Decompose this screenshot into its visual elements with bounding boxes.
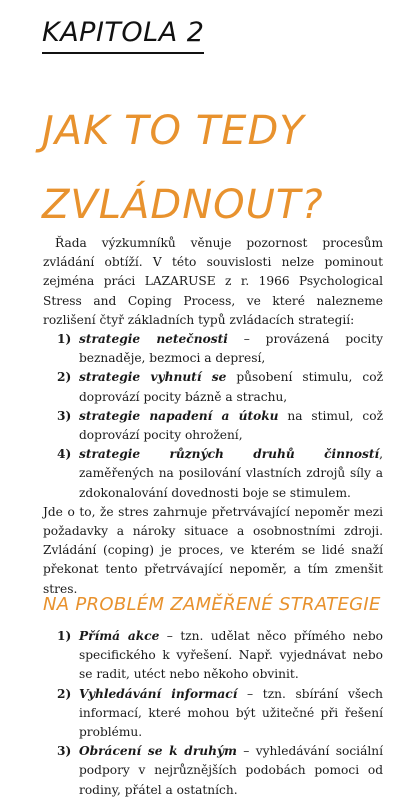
- list-item: 3) Obrácení se k druhým – vyhledávání sociální podpory v nejrůznějších podobách pomoci od rodiny, přátel a ostatních.: [57, 744, 383, 797]
- list-item: 1) strategie netečnosti – provázená pocity beznaděje, bezmoci a depresí,: [57, 332, 384, 366]
- list-item: 4) strategie různých druhů činností, zaměřených na posilování vlastních zdrojů síly a zdokonalování dovednosti boje se stimulem.: [57, 447, 383, 500]
- list-item: 2) strategie vyhnutí se působení stimulu, což doprovází pocity bázně a strachu,: [57, 370, 383, 404]
- list-item: 2) Vyhledávání informací – tzn. sbírání všech informací, které mohou být užitečné při řešení problému.: [57, 686, 384, 740]
- chapter-label: KAPITOLA 2: [42, 16, 204, 54]
- coping-strategies-list: [43, 330, 383, 503]
- list-item: 3) strategie napadení a útoku na stimul, což doprovází pocity ohrožení,: [57, 408, 383, 443]
- conclusion-paragraph: Jde o to, že stres zahrnuje přetrvávající nepoměr mezi požadavky a nároky situace a osobnostními zdroji. Zvládání (coping) je proces, ve kterém se lidé snaží překonat tento přetrvávající nepoměr, a tím zmenšit stres.: [43, 504, 383, 596]
- list-item: 1) Přímá akce – tzn. udělat něco přímého nebo specifického k vyřešení. Např. vyjednávat nebo se radit, utéct nebo někoho obvinit.: [57, 629, 383, 682]
- problem-strategies-section: [43, 627, 383, 800]
- page-title: JAK TO TEDY ZVLÁDNOUT?: [42, 108, 324, 228]
- problem-strategies-list: [43, 627, 383, 800]
- intro-section: [43, 234, 383, 599]
- intro-paragraph: Řada výzkumníků věnuje pozornost procesům zvládání obtíží. V této souvislosti nelze pominout zejména práci LAZARUSE z r. 1966 Psychological Stress and Coping Process, ve které nalezneme rozlišení čtyř základních typů zvládacích strategií:: [43, 236, 383, 327]
- section-heading: NA PROBLÉM ZAMĚŘENÉ STRATEGIE: [43, 594, 381, 615]
